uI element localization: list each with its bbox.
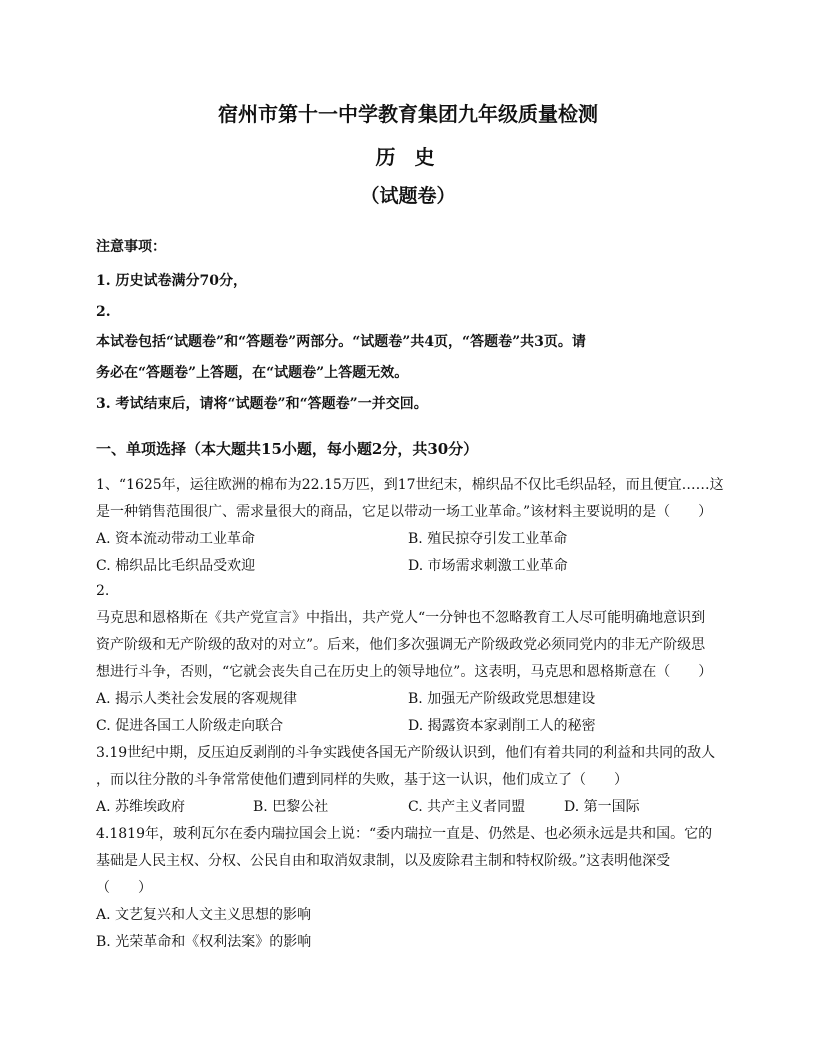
question-1-line-2: 是一种销售范围很广、需求量很大的商品，它足以带动一场工业革命。”该材料主要说明的是（ ） bbox=[96, 504, 713, 520]
question-2-number: 2. bbox=[96, 583, 110, 599]
question-3-option-a: A. 苏维埃政府 bbox=[96, 799, 186, 815]
question-2-line-1: 马克思和恩格斯在《共产党宣言》中指出，共产党人“一分钟也不忽略教育工人尽可能明确地意识到 bbox=[96, 610, 706, 626]
question-4-line-2: 基础是人民主权、分权、公民自由和取消奴隶制，以及废除君主制和特权阶级。”这表明他深受 bbox=[96, 853, 671, 869]
question-4-line-3: （ ） bbox=[96, 880, 152, 896]
question-1-option-b: B. 殖民掠夺引发工业革命 bbox=[408, 531, 568, 547]
paper-type: （试题卷） bbox=[360, 185, 456, 207]
note-2-number: 2. bbox=[96, 304, 111, 320]
question-2-option-c: C. 促进各国工人阶级走向联合 bbox=[96, 718, 284, 734]
question-3-option-c: C. 共产主义者同盟 bbox=[408, 799, 526, 815]
question-1-option-d: D. 市场需求刺激工业革命 bbox=[408, 558, 568, 574]
question-2-line-2: 资产阶级和无产阶级的敌对的对立”。后来，他们多次强调无产阶级政党必须同党内的非无产阶级思 bbox=[96, 637, 706, 653]
question-2-option-a: A. 揭示人类社会发展的客观规律 bbox=[96, 691, 298, 707]
exam-title: 宿州市第十一中学教育集团九年级质量检测 bbox=[218, 102, 598, 126]
question-1-option-a: A. 资本流动带动工业革命 bbox=[96, 531, 256, 547]
question-3-option-d: D. 第一国际 bbox=[564, 799, 640, 815]
question-1-line-1: 1、“1625年，运往欧洲的棉布为22.15万匹，到17世纪末，棉织品不仅比毛织品轻，而且便宜……这 bbox=[96, 477, 724, 493]
note-3: 3. 考试结束后，请将“试题卷”和“答题卷”一并交回。 bbox=[96, 396, 428, 412]
question-2-option-d: D. 揭露资本家剥削工人的秘密 bbox=[408, 718, 596, 734]
subject-title: 历 史 bbox=[375, 145, 441, 169]
section-heading: 一、单项选择（本大题共15小题，每小题2分，共30分） bbox=[96, 440, 479, 458]
question-4-option-b: B. 光荣革命和《权利法案》的影响 bbox=[96, 934, 312, 950]
question-2-option-b: B. 加强无产阶级政党思想建设 bbox=[408, 691, 596, 707]
question-2-line-3: 想进行斗争，否则，“它就会丧失自己在历史上的领导地位”。这表明，马克思和恩格斯意在（ ） bbox=[96, 664, 713, 680]
note-2-line-2: 务必在“答题卷”上答题，在“试题卷”上答题无效。 bbox=[96, 365, 409, 381]
question-4-line-1: 4.1819年，玻利瓦尔在委内瑞拉国会上说：“委内瑞拉一直是、仍然是、也必须永远是共和国。它的 bbox=[96, 826, 713, 842]
question-4-option-a: A. 文艺复兴和人文主义思想的影响 bbox=[96, 907, 312, 923]
notes-heading: 注意事项： bbox=[96, 239, 166, 255]
question-1-option-c: C. 棉织品比毛织品受欢迎 bbox=[96, 558, 256, 574]
question-3-line-2: ，而以往分散的斗争常常使他们遭到同样的失败，基于这一认识，他们成立了（ ） bbox=[96, 772, 628, 788]
question-3-option-b: B. 巴黎公社 bbox=[253, 799, 329, 815]
note-2-line-1: 本试卷包括“试题卷”和“答题卷”两部分。“试题卷”共4页，“答题卷”共3页。请 bbox=[96, 334, 586, 350]
question-3-line-1: 3.19世纪中期，反压迫反剥削的斗争实践使各国无产阶级认识到，他们有着共同的利益和共同的敌人 bbox=[96, 745, 716, 761]
note-1: 1. 历史试卷满分70分， bbox=[96, 273, 247, 289]
